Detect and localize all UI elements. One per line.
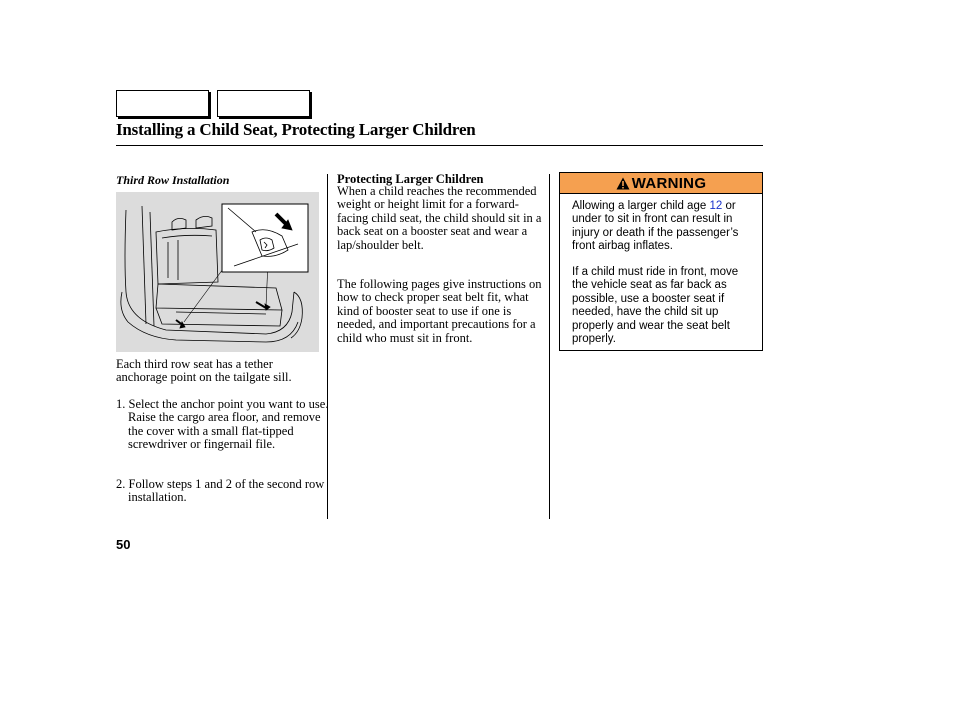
warning-header <box>560 173 762 194</box>
page-title: Installing a Child Seat, Protecting Larger Children <box>116 120 476 139</box>
page-link-12[interactable]: 12 <box>709 200 723 212</box>
page-number: 50 <box>116 537 131 552</box>
cargo-area-illustration <box>116 192 319 352</box>
step-1: 1. Select the anchor point you want to use. Raise the cargo area floor, and remove the cover with a small flat-tipped screwdriver or fingernail file. <box>116 397 329 452</box>
cargo-area-tether-anchor-icon <box>116 192 319 352</box>
nav-tab-1[interactable] <box>116 90 209 117</box>
third-row-subheading: Third Row Installation <box>116 173 230 187</box>
warning-label: WARNING <box>631 174 707 192</box>
nav-tab-2[interactable] <box>217 90 310 117</box>
warning-triangle-icon <box>616 177 630 190</box>
step-2: 2. Follow steps 1 and 2 of the second row installation. <box>116 477 325 505</box>
protecting-larger-children-heading: Protecting Larger Children <box>337 172 484 186</box>
warning-paragraph-1 <box>572 200 757 254</box>
column-divider-2 <box>549 174 550 519</box>
middle-paragraph-1: When a child reaches the recommended weight or height limit for a forward-facing child seat, the child should sit in a back seat on a booster seat and wear a lap/shoulder belt. <box>337 184 542 252</box>
title-rule <box>116 145 763 146</box>
column-divider-1 <box>327 174 328 519</box>
warning-box <box>559 172 763 351</box>
third-row-paragraph: Each third row seat has a tether anchorage point on the tailgate sill. <box>116 357 292 385</box>
warning-text-1b: or under to sit in front can result in injury or death if the passenger’s front airbag inflates. <box>572 200 739 253</box>
middle-paragraph-2: The following pages give instructions on how to check proper seat belt fit, what kind of booster seat to use if one is needed, and important precautions for a child who must sit in front. <box>337 277 542 345</box>
warning-paragraph-2: If a child must ride in front, move the vehicle seat as far back as possible, use a booster seat if needed, have the child sit up properly and wear the seat belt properly. <box>572 266 739 346</box>
warning-text-1a: Allowing a larger child age <box>572 200 710 212</box>
